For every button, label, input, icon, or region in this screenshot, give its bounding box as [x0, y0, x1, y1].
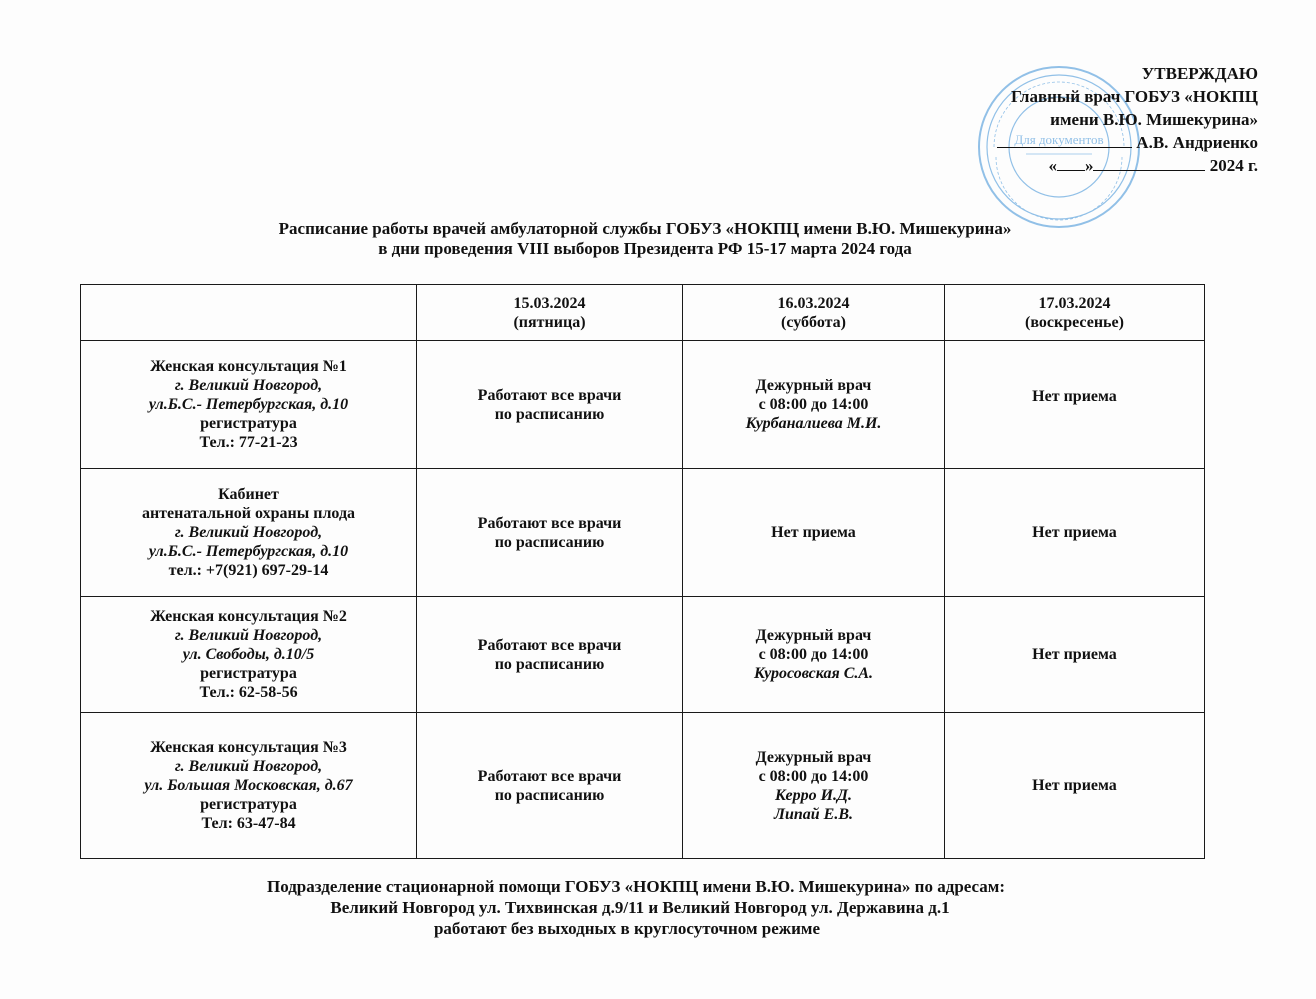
dept-name: Женская консультация №2	[150, 608, 347, 625]
stamp-text: Для документов	[1014, 132, 1104, 147]
footer-line1: Подразделение стационарной помощи ГОБУЗ «НОКПЦ имени В.Ю. Мишекурина» по адресам:	[266, 877, 1006, 896]
date-month-blank	[1093, 154, 1205, 171]
duty-doctor: Курбаналиева М.И.	[745, 415, 882, 432]
day1-cell	[417, 597, 683, 713]
dept-contact: Тел.: 62-58-56	[199, 684, 298, 701]
day2-text: Нет приема	[771, 524, 856, 541]
day1-cell	[417, 713, 683, 859]
dept-contact: регистратура	[200, 665, 297, 682]
day1-text: по расписанию	[494, 533, 605, 551]
header-weekday: (воскресенье)	[1025, 313, 1124, 331]
dept-cell	[81, 469, 417, 597]
document-title	[0, 219, 1316, 259]
header-day1	[417, 285, 683, 341]
approval-position-line2: имени В.Ю. Мишекурина»	[1050, 110, 1258, 129]
approval-date-row	[928, 154, 1258, 177]
approval-position-line1: Главный врач ГОБУЗ «НОКПЦ	[1011, 87, 1258, 106]
day3-cell	[945, 713, 1205, 859]
day1-text: Работают все врачи	[477, 386, 622, 404]
day3-text: Нет приема	[1032, 524, 1117, 541]
dept-name: Женская консультация №1	[150, 358, 347, 375]
dept-cell	[81, 341, 417, 469]
day3-text: Нет приема	[1032, 388, 1117, 405]
day1-text: Работают все врачи	[477, 514, 622, 532]
dept-address: ул.Б.С.- Петербургская, д.10	[148, 396, 349, 413]
dept-name: Женская консультация №3	[150, 739, 347, 756]
schedule-table	[80, 284, 1205, 859]
table-header-row	[81, 285, 1205, 341]
day2-cell	[683, 469, 945, 597]
date-day-blank	[1057, 154, 1085, 171]
day3-text: Нет приема	[1032, 777, 1117, 794]
date-close-quote: »	[1084, 156, 1094, 175]
dept-address: ул.Б.С.- Петербургская, д.10	[148, 543, 349, 560]
dept-address: ул. Большая Московская, д.67	[144, 777, 353, 794]
footer-line2: Великий Новгород ул. Тихвинская д.9/11 и Великий Новгород ул. Державина д.1	[330, 898, 950, 917]
dept-address: г. Великий Новгород,	[174, 627, 323, 644]
day1-text: Работают все врачи	[477, 636, 622, 654]
dept-name: Кабинет	[218, 486, 279, 503]
dept-address: г. Великий Новгород,	[174, 524, 323, 541]
dept-contact: регистратура	[200, 796, 297, 813]
day3-text: Нет приема	[1032, 646, 1117, 663]
day2-text: Дежурный врач	[755, 627, 872, 644]
duty-doctor: Куросовская С.А.	[753, 665, 874, 682]
day2-text: Дежурный врач	[755, 748, 872, 766]
day2-text: с 08:00 до 14:00	[758, 767, 869, 785]
day2-cell	[683, 713, 945, 859]
dept-address: г. Великий Новгород,	[174, 377, 323, 394]
header-weekday: (суббота)	[781, 313, 846, 331]
header-date: 16.03.2024	[777, 294, 850, 312]
header-day2	[683, 285, 945, 341]
table-row	[81, 713, 1205, 859]
dept-address: г. Великий Новгород,	[174, 758, 323, 775]
day3-cell	[945, 469, 1205, 597]
date-open-quote: «	[1048, 156, 1057, 175]
title-line2: в дни проведения VIII выборов Президента РФ 15-17 марта 2024 года	[378, 239, 912, 258]
day1-text: по расписанию	[494, 405, 605, 423]
duty-doctor: Керро И.Д.	[775, 786, 852, 804]
dept-contact: регистратура	[200, 415, 297, 432]
table-row	[81, 469, 1205, 597]
dept-contact: тел.: +7(921) 697-29-14	[168, 562, 329, 579]
table-row	[81, 341, 1205, 469]
day2-text: Дежурный врач	[755, 377, 872, 394]
day1-cell	[417, 469, 683, 597]
date-year: 2024 г.	[1209, 156, 1258, 175]
header-weekday: (пятница)	[513, 313, 586, 331]
approval-signatory: А.В. Андриенко	[1136, 133, 1258, 152]
header-date: 17.03.2024	[1038, 294, 1111, 312]
day1-text: Работают все врачи	[477, 767, 622, 785]
dept-contact: Тел.: 77-21-23	[199, 434, 298, 451]
header-day3	[945, 285, 1205, 341]
footer-line3: работают без выходных в круглосуточном режиме	[433, 919, 821, 938]
day2-text: с 08:00 до 14:00	[758, 396, 869, 413]
day1-text: по расписанию	[494, 786, 605, 804]
day2-text: с 08:00 до 14:00	[758, 646, 869, 663]
title-line1: Расписание работы врачей амбулаторной службы ГОБУЗ «НОКПЦ имени В.Ю. Мишекурина»	[278, 219, 1012, 238]
approval-heading: УТВЕРЖДАЮ	[1141, 64, 1258, 83]
footer-note	[0, 876, 1316, 939]
header-date: 15.03.2024	[513, 294, 586, 312]
day3-cell	[945, 341, 1205, 469]
day1-text: по расписанию	[494, 655, 605, 673]
dept-address: ул. Свободы, д.10/5	[182, 646, 315, 663]
day2-cell	[683, 341, 945, 469]
dept-name: антенатальной охраны плода	[141, 505, 356, 522]
dept-cell	[81, 597, 417, 713]
signature-blank	[997, 131, 1132, 148]
day3-cell	[945, 597, 1205, 713]
table-row	[81, 597, 1205, 713]
approval-block	[928, 62, 1258, 177]
day2-cell	[683, 597, 945, 713]
dept-cell	[81, 713, 417, 859]
day1-cell	[417, 341, 683, 469]
duty-doctor: Липай Е.В.	[773, 805, 853, 823]
approval-signature-row	[928, 131, 1258, 154]
header-empty-cell	[81, 285, 417, 341]
dept-contact: Тел: 63-47-84	[201, 815, 296, 832]
